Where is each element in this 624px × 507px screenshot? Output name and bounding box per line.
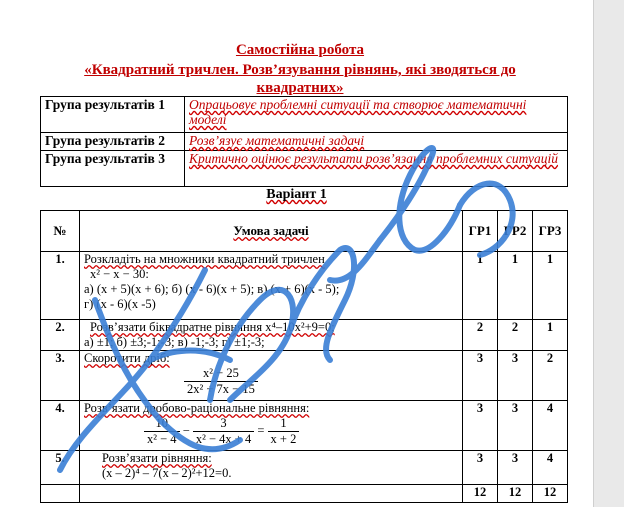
task-options: а) (x + 5)(x + 6); б) (x - 6)(x + 5); в) (x + 6)(x - 5); xyxy=(84,282,340,296)
row-number: 2. xyxy=(41,320,80,351)
total-gr3: 12 xyxy=(533,485,568,503)
score-gr3: 4 xyxy=(533,401,568,451)
table-row xyxy=(41,351,568,401)
header-gr1: ГР1 xyxy=(463,211,498,252)
fraction-denominator: x² − 4 xyxy=(147,432,177,446)
header-task: Умова задачі xyxy=(80,211,463,252)
title-line-1: Самостійна робота xyxy=(235,42,365,58)
score-gr3: 1 xyxy=(533,252,568,320)
fraction-numerator: 3 xyxy=(193,416,254,432)
fraction xyxy=(268,416,300,447)
score-gr2: 3 xyxy=(498,351,533,401)
minus-sign: − xyxy=(182,423,190,438)
score-gr1: 1 xyxy=(463,252,498,320)
fraction xyxy=(184,366,258,397)
task-expression: x² − x − 30: xyxy=(90,267,149,281)
row-number: 1. xyxy=(41,252,80,320)
results-row xyxy=(41,97,568,133)
row-number: 4. xyxy=(41,401,80,451)
title-line-2: «Квадратний тричлен. Розв’язування рівнянь, які зводяться до xyxy=(84,62,516,78)
equals-sign: = xyxy=(257,423,265,438)
results-table xyxy=(40,96,568,187)
score-gr2: 2 xyxy=(498,320,533,351)
results-row xyxy=(41,151,568,187)
score-gr3: 4 xyxy=(533,451,568,485)
task-cell xyxy=(80,351,463,401)
task-text: Розкладіть на множники квадратний тричлен xyxy=(84,252,325,266)
fraction-numerator: 10 xyxy=(144,416,180,432)
result-group-label: Група результатів 1 xyxy=(41,97,185,133)
table-row xyxy=(41,320,568,351)
fraction-numerator: 1 xyxy=(268,416,300,432)
window-edge xyxy=(593,0,624,507)
task-text: Скоротити дріб: xyxy=(84,351,170,365)
fraction xyxy=(193,416,254,447)
totals-empty xyxy=(80,485,463,503)
header-num: № xyxy=(41,211,80,252)
row-number: 5. xyxy=(41,451,80,485)
task-expression: (x – 2)⁴ – 7(x – 2)²+12=0. xyxy=(102,466,232,480)
totals-row xyxy=(41,485,568,503)
score-gr2: 1 xyxy=(498,252,533,320)
variant-heading: Варіант 1 xyxy=(266,187,327,202)
result-group-label: Група результатів 2 xyxy=(41,133,185,151)
tasks-table xyxy=(40,210,568,503)
row-number: 3. xyxy=(41,351,80,401)
task-text: Розв’язати рівняння: xyxy=(102,451,212,465)
task-equation xyxy=(84,416,458,447)
task-cell xyxy=(80,320,463,351)
task-options: а) ±1; б) ±3;-1;-3; в) -1;-3; г) ±1;-3; xyxy=(84,335,265,349)
score-gr1: 2 xyxy=(463,320,498,351)
score-gr2: 3 xyxy=(498,451,533,485)
fraction-denominator: x² − 4x + 4 xyxy=(195,432,252,446)
totals-empty xyxy=(41,485,80,503)
score-gr1: 3 xyxy=(463,351,498,401)
task-fraction xyxy=(84,366,458,397)
score-gr3: 1 xyxy=(533,320,568,351)
task-cell xyxy=(80,252,463,320)
result-group-value: Опрацьовує проблемні ситуації та створює математичні моделі xyxy=(185,97,568,133)
fraction-denominator: 2x² + 7x − 15 xyxy=(187,382,255,396)
table-row xyxy=(41,252,568,320)
total-gr1: 12 xyxy=(463,485,498,503)
score-gr1: 3 xyxy=(463,451,498,485)
header-gr3: ГР3 xyxy=(533,211,568,252)
task-cell xyxy=(80,451,463,485)
results-row xyxy=(41,133,568,151)
fraction-numerator: x² − 25 xyxy=(184,366,258,382)
task-text: Розв’язати біквадратне рівняння x⁴–10x²+9=0; xyxy=(90,320,335,334)
fraction xyxy=(144,416,180,447)
score-gr2: 3 xyxy=(498,401,533,451)
result-group-label: Група результатів 3 xyxy=(41,151,185,187)
score-gr1: 3 xyxy=(463,401,498,451)
fraction-denominator: x + 2 xyxy=(270,432,297,446)
title-line-3: квадратних» xyxy=(256,80,344,96)
result-group-value: Критично оцінює результати розв’язання проблемних ситуацій xyxy=(185,151,568,187)
score-gr3: 2 xyxy=(533,351,568,401)
tasks-header-row xyxy=(41,211,568,252)
task-text: Розв’язати дробово-раціональне рівняння: xyxy=(84,401,310,415)
table-row xyxy=(41,401,568,451)
task-cell xyxy=(80,401,463,451)
result-group-value: Розв’язує математичні задачі xyxy=(185,133,568,151)
task-options: г) (x - 6)(x -5) xyxy=(84,297,156,311)
table-row xyxy=(41,451,568,485)
total-gr2: 12 xyxy=(498,485,533,503)
header-gr2: ГР2 xyxy=(498,211,533,252)
